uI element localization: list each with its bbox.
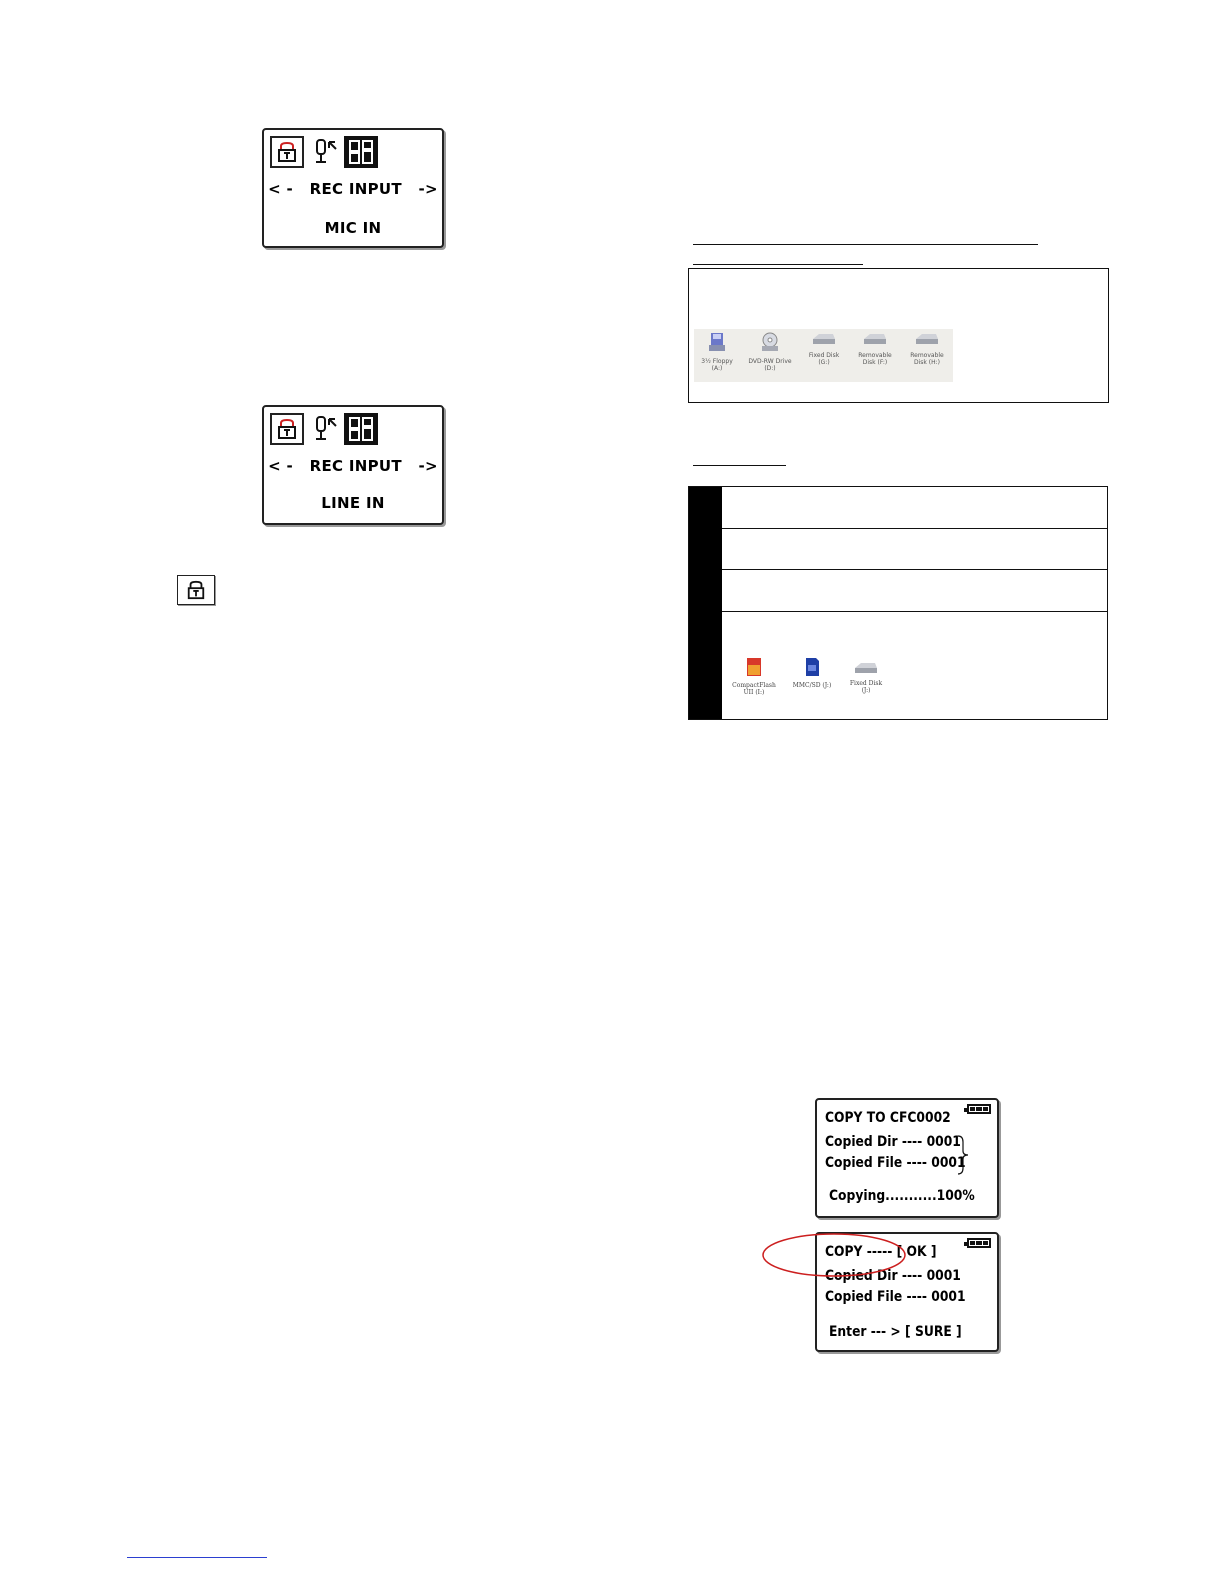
table-row [722, 569, 1107, 612]
rec-input-value: LINE IN [321, 494, 385, 512]
copy-title: COPY TO CFC0002 [825, 1110, 951, 1126]
drive-item[interactable]: Fixed Disk (J:) [842, 661, 890, 694]
table-row-drives [722, 611, 1107, 719]
removable-disk-icon [862, 331, 888, 347]
lcd-screen-mic-in [262, 128, 444, 248]
rec-input-value: MIC IN [324, 219, 382, 237]
lock-icon [270, 413, 304, 445]
copy-ok-title: COPY ----- [ OK ] [825, 1244, 937, 1260]
drive-item[interactable]: 3½ Floppy (A:) [695, 331, 739, 372]
drive-item[interactable]: CompactFlash UII (I:) [728, 657, 780, 696]
equalizer-icon [344, 136, 378, 168]
drive-item[interactable]: Removable Disk (H:) [903, 331, 951, 366]
rec-input-nav: < - REC INPUT -> [268, 457, 438, 475]
drive-item[interactable]: DVD-RW Drive (D:) [744, 331, 796, 372]
removable-disk-icon [914, 331, 940, 347]
copied-dir: Copied Dir ---- 0001 [825, 1134, 961, 1150]
brace-icon [957, 1134, 971, 1176]
fixed-disk-icon [811, 331, 837, 347]
lcd-screen-copy-progress [815, 1098, 999, 1218]
drive-item[interactable]: MMC/SD (J:) [786, 657, 838, 689]
rec-input-nav: < - REC INPUT -> [268, 180, 438, 198]
lock-icon [270, 136, 304, 168]
heading-underline [693, 244, 1038, 245]
copied-dir: Copied Dir ---- 0001 [825, 1268, 961, 1284]
sd-card-icon [803, 657, 821, 677]
equalizer-icon [344, 413, 378, 445]
table-row [722, 528, 1107, 570]
floppy-drive-icon [706, 331, 728, 353]
microphone-icon [307, 413, 341, 445]
battery-icon [967, 1104, 991, 1114]
microphone-icon [307, 136, 341, 168]
lock-icon-standalone [177, 575, 215, 605]
copied-file: Copied File ---- 0001 [825, 1289, 966, 1305]
steps-table [688, 486, 1108, 720]
drive-item[interactable]: Removable Disk (F:) [851, 331, 899, 366]
drive-item[interactable]: Fixed Disk (G:) [801, 331, 847, 366]
battery-icon [967, 1238, 991, 1248]
table-row [722, 487, 1107, 529]
heading-underline [693, 465, 786, 466]
lcd-icon-row [270, 413, 378, 445]
heading-underline [693, 264, 863, 265]
highlight-ellipse [760, 1230, 910, 1280]
copy-status: Copying...........100% [829, 1188, 975, 1204]
enter-sure-prompt: Enter --- > [ SURE ] [829, 1324, 962, 1340]
lcd-icon-row [270, 136, 378, 168]
copied-file: Copied File ---- 0001 [825, 1155, 966, 1171]
lcd-screen-line-in [262, 405, 444, 525]
step-sidebar [689, 487, 722, 719]
dvd-drive-icon [759, 331, 781, 353]
my-computer-drives-window [688, 268, 1109, 403]
footer-link-underline [127, 1557, 267, 1558]
fixed-disk-icon [853, 661, 879, 675]
compactflash-card-icon [745, 657, 763, 677]
